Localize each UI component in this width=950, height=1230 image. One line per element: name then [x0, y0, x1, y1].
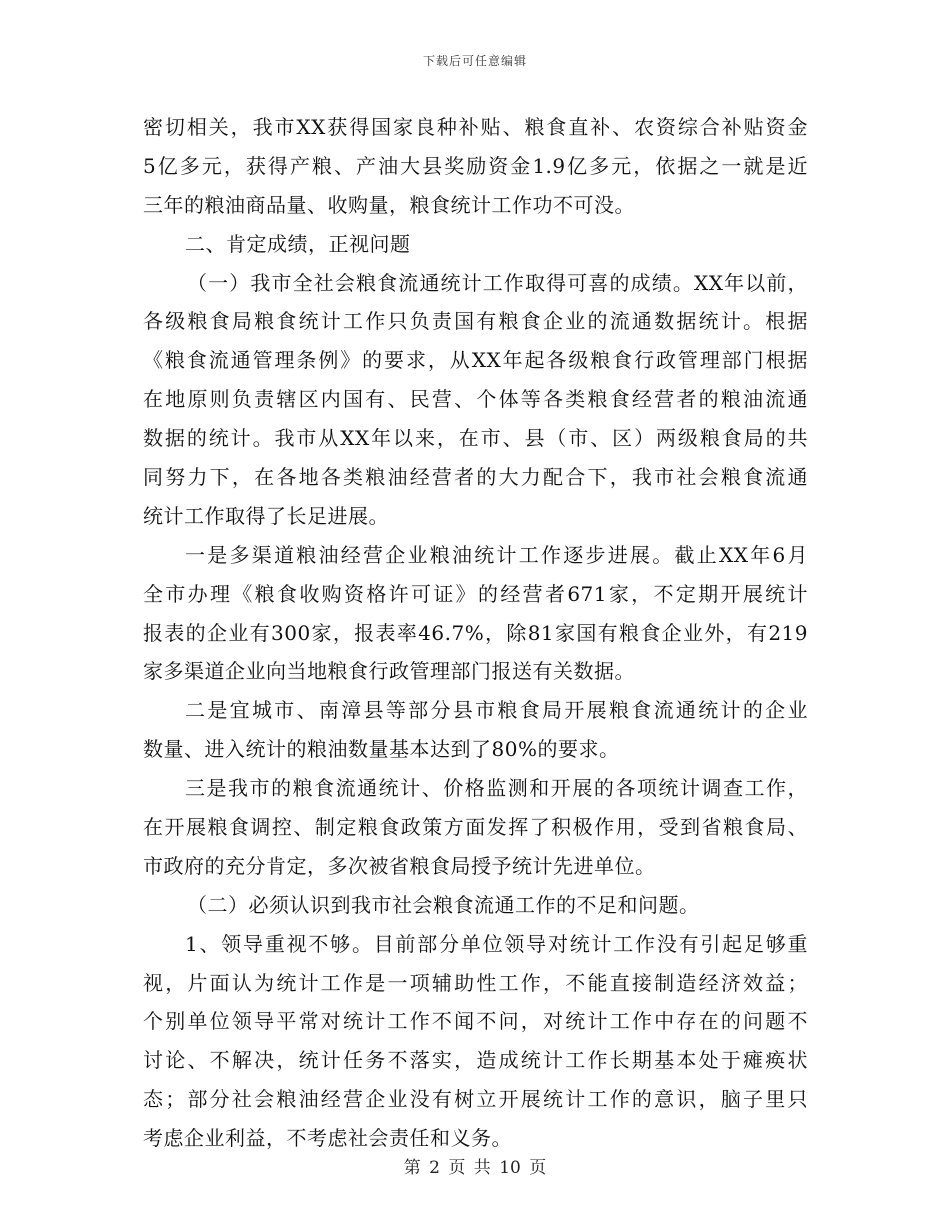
- text-line: 市政府的充分肯定，多次被省粮食局授予统计先进单位。: [143, 853, 656, 878]
- text-line: 在开展粮食调控、制定粮食政策方面发挥了积极作用，受到省粮食局、: [143, 815, 808, 840]
- page-number-footer: 第 2 页 共 10 页: [403, 1158, 547, 1178]
- text-line: 统计工作取得了长足进展。: [143, 503, 389, 528]
- text-line: 数量、进入统计的粮油数量基本达到了80%的要求。: [143, 737, 620, 762]
- document-body: [143, 108, 808, 1158]
- text-line: 各级粮食局粮食统计工作只负责国有粮食企业的流通数据统计。根据: [143, 309, 808, 334]
- text-line: 考虑企业利益，不考虑社会责任和义务。: [143, 1126, 512, 1151]
- text-line: 报表的企业有300家，报表率46.7%，除81家国有粮食企业外，有219: [143, 620, 808, 645]
- subsection-heading: （二）必须认识到我市社会粮食流通工作的不足和问题。: [187, 892, 700, 917]
- text-line: 家多渠道企业向当地粮食行政管理部门报送有关数据。: [143, 659, 635, 684]
- text-line: 个别单位领导平常对统计工作不闻不问，对统计工作中存在的问题不: [143, 1009, 808, 1034]
- text-line: 密切相关，我市XX获得国家良种补贴、粮食直补、农资综合补贴资金: [143, 115, 808, 139]
- text-line: 5亿多元，获得产粮、产油大县奖励资金1.9亿多元，依据之一就是近: [143, 153, 808, 178]
- page-header: 下载后可任意编辑: [422, 54, 527, 68]
- text-line: 视，片面认为统计工作是一项辅助性工作，不能直接制造经济效益；: [143, 970, 808, 995]
- text-line: 在地原则负责辖区内国有、民营、个体等各类粮食经营者的粮油流通: [143, 387, 808, 412]
- text-line: 1、领导重视不够。目前部分单位领导对统计工作没有引起足够重: [185, 931, 808, 956]
- text-line: 全市办理《粮食收购资格许可证》的经营者671家，不定期开展统计: [143, 581, 808, 606]
- text-line: 一是多渠道粮油经营企业粮油统计工作逐步进展。截止XX年6月: [185, 542, 808, 567]
- text-line: 二是宜城市、南漳县等部分县市粮食局开展粮食流通统计的企业: [185, 698, 808, 723]
- subsection-heading: （一）我市全社会粮食流通统计工作取得可喜的成绩。XX年以前，: [187, 270, 808, 295]
- text-line: 数据的统计。我市从XX年以来，在市、县（市、区）两级粮食局的共: [143, 426, 808, 451]
- text-line: 三年的粮油商品量、收购量，粮食统计工作功不可没。: [143, 192, 635, 217]
- text-line: 讨论、不解决，统计任务不落实，造成统计工作长期基本处于瘫痪状: [143, 1048, 808, 1073]
- text-line: 三是我市的粮食流通统计、价格监测和开展的各项统计调查工作，: [185, 776, 808, 801]
- text-line: 同努力下，在各地各类粮油经营者的大力配合下，我市社会粮食流通: [143, 465, 808, 490]
- text-line: 态；部分社会粮油经营企业没有树立开展统计工作的意识，脑子里只: [143, 1087, 808, 1112]
- section-heading: 二、肯定成绩，正视问题: [185, 231, 411, 256]
- text-line: 《粮食流通管理条例》的要求，从XX年起各级粮食行政管理部门根据: [143, 348, 808, 373]
